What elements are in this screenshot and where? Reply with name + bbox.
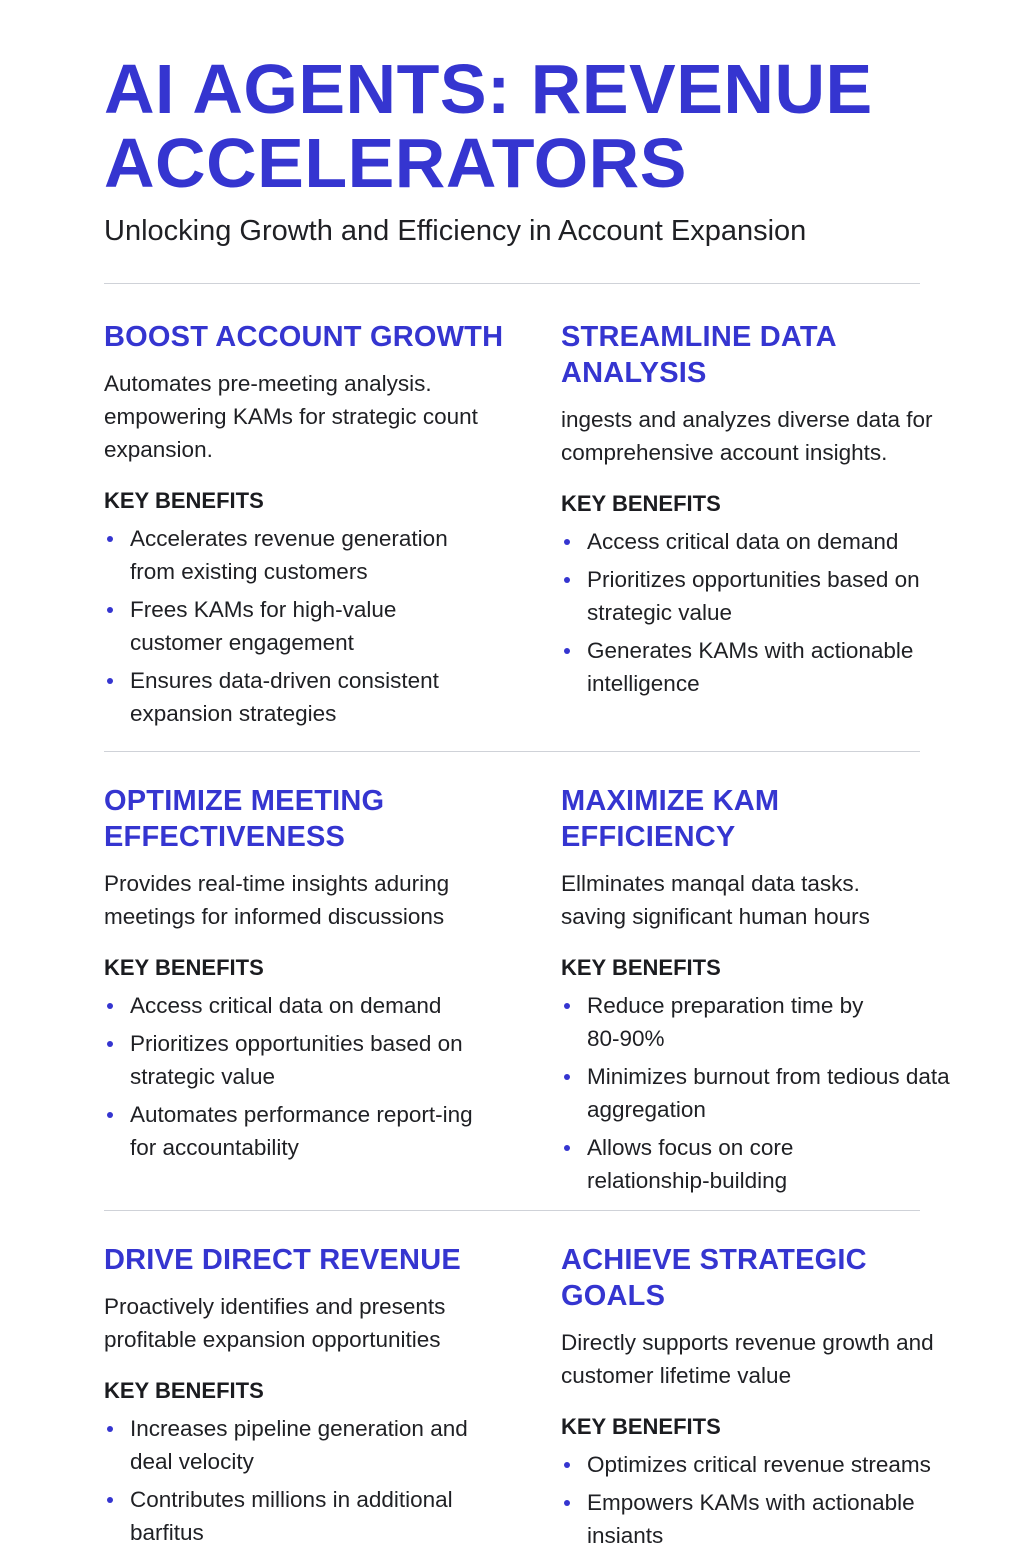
key-benefits-label: KEY BENEFITS [561, 491, 721, 516]
benefit-text: Access critical data on demand [587, 529, 899, 554]
benefit-text: Prioritizes opportunities based on strategic value [587, 567, 920, 625]
benefit-item [561, 1131, 857, 1197]
benefits-list [561, 989, 956, 1197]
divider-row-2 [104, 1210, 920, 1211]
bullet-icon [564, 577, 570, 583]
section-description: Proactively identifies and presents profitable expansion opportunities [104, 1294, 446, 1352]
section-heading: STREAMLINE DATA ANALYSIS [561, 321, 836, 389]
section-optimize-meeting-effectiveness [104, 783, 544, 1169]
benefit-item [561, 1448, 981, 1481]
benefit-text: Contributes millions in additional barfitus [130, 1487, 453, 1545]
page-title: AI AGENTS: REVENUE ACCELERATORS [104, 50, 873, 202]
section-description: Provides real-time insights aduring meetings for informed discussions [104, 871, 450, 929]
bullet-icon [107, 678, 113, 684]
benefit-item [561, 634, 956, 700]
divider-row-1 [104, 751, 920, 752]
benefit-text: Allows focus on core relationship-building [587, 1135, 794, 1193]
section-drive-direct-revenue [104, 1242, 544, 1554]
divider-top [104, 283, 920, 284]
page-subtitle: Unlocking Growth and Efficiency in Account Expansion [104, 215, 807, 247]
benefits-list [104, 989, 499, 1164]
section-boost-account-growth [104, 319, 544, 735]
benefit-text: Generates KAMs with actionable intelligence [587, 638, 914, 696]
section-heading: MAXIMIZE KAM EFFICIENCY [561, 785, 780, 853]
benefit-text: Ensures data-driven consistent expansion strategies [130, 668, 439, 726]
bullet-icon [564, 1074, 570, 1080]
benefit-text: Optimizes critical revenue streams [587, 1452, 931, 1477]
section-streamline-data-analysis [561, 319, 971, 705]
benefit-text: Automates performance report-ing for accountability [130, 1102, 473, 1160]
bullet-icon [564, 1500, 570, 1506]
section-heading: OPTIMIZE MEETING EFFECTIVENESS [104, 785, 385, 853]
benefit-item [561, 1060, 956, 1126]
benefits-list [561, 525, 956, 700]
benefit-text: Increases pipeline generation and deal velocity [130, 1416, 468, 1474]
benefit-item [104, 522, 494, 588]
benefit-item [561, 989, 887, 1055]
benefit-item [104, 664, 494, 730]
benefit-text: Prioritizes opportunities based on strategic value [130, 1031, 463, 1089]
section-description: Directly supports revenue growth and customer lifetime value [561, 1330, 934, 1388]
bullet-icon [564, 1462, 570, 1468]
key-benefits-label: KEY BENEFITS [104, 955, 264, 980]
benefits-list [104, 522, 494, 730]
benefit-item [561, 563, 956, 629]
section-maximize-kam-efficiency [561, 783, 971, 1202]
section-heading: ACHIEVE STRATEGIC GOALS [561, 1244, 867, 1312]
section-heading: BOOST ACCOUNT GROWTH [104, 321, 504, 353]
benefit-text: Minimizes burnout from tedious data aggregation [587, 1064, 950, 1122]
benefits-list [561, 1448, 981, 1552]
key-benefits-label: KEY BENEFITS [561, 955, 721, 980]
section-description: ingests and analyzes diverse data for comprehensive account insights. [561, 407, 933, 465]
benefit-item [561, 1486, 981, 1552]
benefit-item [104, 1098, 499, 1164]
section-description: Ellminates manqal data tasks. saving significant human hours [561, 871, 870, 929]
benefit-text: Reduce preparation time by 80-90% [587, 993, 864, 1051]
key-benefits-label: KEY BENEFITS [104, 488, 264, 513]
benefit-item [104, 989, 499, 1022]
key-benefits-label: KEY BENEFITS [561, 1414, 721, 1439]
benefits-list [104, 1412, 474, 1549]
benefit-text: Frees KAMs for high-value customer engagement [130, 597, 397, 655]
benefit-item [104, 1412, 474, 1478]
benefit-text: Empowers KAMs with actionable insiants [587, 1490, 915, 1548]
section-achieve-strategic-goals [561, 1242, 981, 1557]
bullet-icon [564, 1145, 570, 1151]
bullet-icon [107, 607, 113, 613]
bullet-icon [107, 1003, 113, 1009]
section-description: Automates pre-meeting analysis. empowering KAMs for strategic count expansion. [104, 371, 478, 462]
benefit-item [104, 1027, 499, 1093]
bullet-icon [564, 539, 570, 545]
bullet-icon [107, 1497, 113, 1503]
section-heading: DRIVE DIRECT REVENUE [104, 1244, 461, 1276]
benefit-text: Access critical data on demand [130, 993, 442, 1018]
bullet-icon [564, 1003, 570, 1009]
benefit-item [104, 1483, 474, 1549]
bullet-icon [107, 1041, 113, 1047]
key-benefits-label: KEY BENEFITS [104, 1378, 264, 1403]
benefit-item [104, 593, 494, 659]
bullet-icon [107, 1112, 113, 1118]
benefit-item [561, 525, 956, 558]
bullet-icon [107, 1426, 113, 1432]
bullet-icon [564, 648, 570, 654]
benefit-text: Accelerates revenue generation from existing customers [130, 526, 448, 584]
bullet-icon [107, 536, 113, 542]
